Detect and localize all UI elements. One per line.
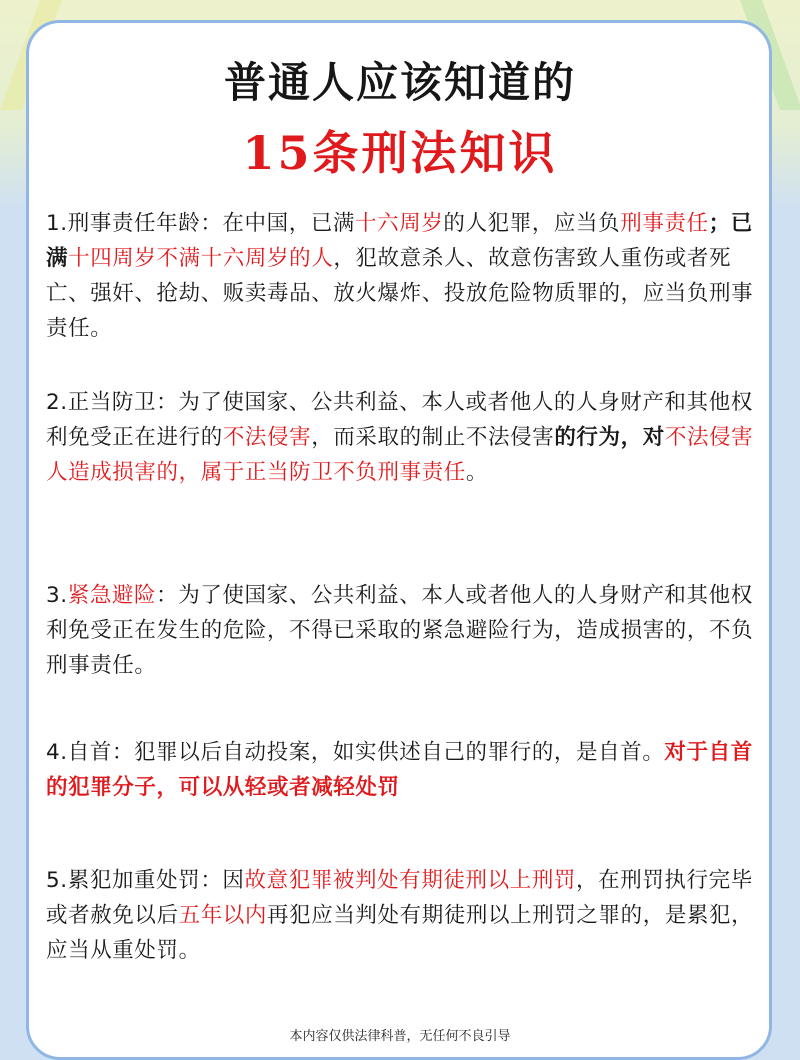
- footer-disclaimer: 本内容仅供法律科普，无任何不良引导: [289, 1029, 511, 1044]
- page-title: 普通人应该知道的: [223, 58, 576, 107]
- section-5-recidivism: [46, 863, 774, 968]
- body-text: 再犯应当判处有期徒刑以上刑罚之罪的，是累犯，应当从重处罚。: [46, 903, 754, 963]
- body-text: 4.自首：犯罪以后自动投案，如实供述自己的罪行的，是自首。: [46, 740, 665, 765]
- highlighted-text: 紧急避险: [67, 583, 157, 608]
- highlighted-text: 的行为，对: [554, 425, 665, 450]
- highlighted-text: 刑事责任: [620, 211, 709, 236]
- page-subtitle: 15条刑法知识: [242, 126, 558, 180]
- body-text: ：为了使国家、公共利益、本人或者他人的人身财产和其他权利免受正在发生的危险，不得已采取的紧急避险行为，造成损害的，不负刑事责任。: [46, 583, 754, 678]
- body-text: 3.: [46, 583, 68, 608]
- highlighted-text: 十六周岁: [355, 211, 444, 236]
- body-text: ，在刑罚执行完毕或者赦免以后: [46, 868, 753, 928]
- highlighted-text: 十四周岁不满十六周岁的人: [68, 246, 334, 271]
- body-text: 1.刑事责任年龄：在中国，已满: [46, 211, 356, 236]
- body-text: 。: [465, 460, 489, 485]
- section-1-criminal-age: [46, 206, 774, 346]
- highlighted-text: 对于自首的犯罪分子，可以从轻或者减轻处罚: [46, 740, 753, 800]
- highlighted-text: 不法侵害: [222, 425, 312, 450]
- body-text: ，犯故意杀人、故意伤害致人重伤或者死亡、强奸、抢劫、贩卖毒品、放火爆炸、投放危险物质罪的，应当负刑事责任。: [46, 246, 754, 341]
- section-3-necessity: [46, 578, 774, 683]
- section-2-self-defense: [46, 385, 774, 490]
- section-4-surrender: [46, 735, 774, 805]
- highlighted-text: 故意犯罪被判处有期徒刑以上刑罚: [244, 868, 577, 893]
- body-text: 的人犯罪，应当负: [443, 211, 621, 236]
- highlighted-text: ；已满: [46, 211, 753, 271]
- body-text: 2.正当防卫：为了使国家、公共利益、本人或者他人的人身财产和其他权利免受正在进行的: [46, 390, 753, 450]
- body-text: 5.累犯加重处罚：因: [46, 868, 245, 893]
- body-text: ，而采取的制止不法侵害: [311, 425, 555, 450]
- highlighted-text: 五年以内: [178, 903, 268, 928]
- highlighted-text: 不法侵害人造成损害的，属于正当防卫不负刑事责任: [46, 425, 754, 485]
